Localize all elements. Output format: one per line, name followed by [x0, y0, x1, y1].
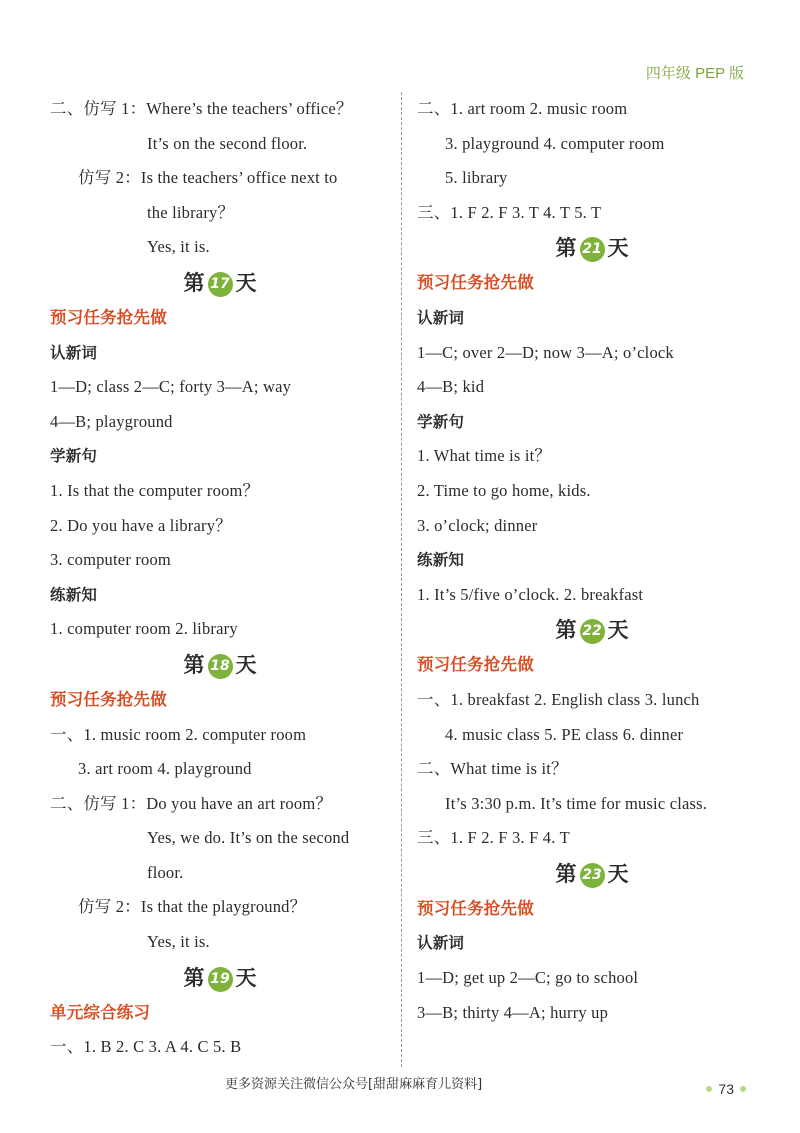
answer-line: 二、仿写 1：Do you have an art room？ — [50, 793, 333, 813]
answer-line: 3. o’clock; dinner — [417, 515, 538, 535]
day-prefix: 第 — [183, 270, 205, 295]
footer-note: 更多资源关注微信公众号[甜甜麻麻育儿资料] — [225, 1077, 483, 1092]
answer-line: floor. — [147, 862, 184, 882]
answer-line: 二、What time is it？ — [417, 759, 568, 779]
day-number-badge: 18 — [208, 654, 233, 679]
answer-line: 1—C; over 2—D; now 3—A; o’clock — [417, 342, 674, 362]
dot-icon — [740, 1086, 746, 1092]
day-number-badge: 17 — [208, 272, 233, 297]
answer-line: 2. Do you have a library？ — [50, 515, 232, 535]
answer-line: 1. It’s 5/five o’clock. 2. breakfast — [417, 584, 644, 604]
day-number-badge: 21 — [580, 237, 605, 262]
day-heading — [50, 265, 390, 301]
section-heading: 预习任务抢先做 — [417, 655, 534, 675]
day-number-badge: 22 — [580, 619, 605, 644]
answer-line: 4—B; kid — [417, 377, 485, 397]
day-heading — [417, 856, 767, 892]
subsection-heading: 学新句 — [50, 447, 98, 466]
answer-line: 3. computer room — [50, 550, 171, 570]
answer-line: 3. playground 4. computer room — [445, 133, 665, 153]
day-suffix: 天 — [235, 270, 257, 295]
subsection-heading: 练新知 — [50, 585, 98, 604]
subsection-heading: 练新知 — [417, 551, 465, 570]
day-prefix: 第 — [555, 618, 577, 643]
answer-line: 二、1. art room 2. music room — [417, 99, 628, 118]
grade-label: 四年级 PEP 版 — [645, 65, 744, 82]
day-suffix: 天 — [607, 618, 629, 643]
answer-line: It’s on the second floor. — [147, 133, 308, 153]
answer-line: 二、仿写 1：Where’s the teachers’ office？ — [50, 99, 353, 118]
answer-line: 一、1. B 2. C 3. A 4. C 5. B — [50, 1037, 242, 1057]
answer-line: 1—D; get up 2—C; go to school — [417, 968, 639, 988]
answer-line: 仿写 2：Is the teachers’ office next to — [78, 168, 338, 188]
answer-line: 1—D; class 2—C; forty 3—A; way — [50, 377, 292, 397]
day-suffix: 天 — [235, 652, 257, 677]
day-prefix: 第 — [555, 861, 577, 886]
day-prefix: 第 — [183, 965, 205, 990]
day-heading — [417, 612, 767, 648]
answer-line: 一、1. music room 2. computer room — [50, 724, 307, 744]
subsection-heading: 学新句 — [417, 412, 465, 431]
answer-line: It’s 3:30 p.m. It’s time for music class. — [445, 793, 708, 813]
day-heading — [50, 960, 390, 996]
day-suffix: 天 — [607, 236, 629, 261]
subsection-heading: 认新词 — [417, 934, 465, 953]
right-column — [417, 92, 767, 1030]
subsection-heading: 认新词 — [417, 308, 465, 327]
answer-line: 4—B; playground — [50, 411, 173, 431]
column-divider — [401, 92, 402, 1067]
dot-icon — [706, 1086, 712, 1092]
day-suffix: 天 — [235, 965, 257, 990]
answer-line: Yes, it is. — [147, 237, 210, 257]
section-heading: 预习任务抢先做 — [50, 307, 167, 327]
answer-line: the library？ — [147, 202, 235, 222]
section-heading: 预习任务抢先做 — [417, 273, 534, 293]
section-heading: 预习任务抢先做 — [50, 689, 167, 709]
answer-line: 1. What time is it？ — [417, 446, 552, 466]
day-suffix: 天 — [607, 861, 629, 886]
section-heading: 预习任务抢先做 — [417, 898, 534, 918]
page-number: 73 — [718, 1081, 734, 1097]
answer-line: Yes, we do. It’s on the second — [147, 828, 350, 848]
answer-line: 仿写 2：Is that the playground？ — [78, 897, 307, 917]
answer-line: 三、1. F 2. F 3. T 4. T 5. T — [417, 202, 602, 222]
subsection-heading: 认新词 — [50, 343, 98, 362]
answer-line: 1. computer room 2. library — [50, 619, 238, 639]
day-prefix: 第 — [555, 236, 577, 261]
day-number-badge: 23 — [580, 863, 605, 888]
answer-line: 一、1. breakfast 2. English class 3. lunch — [417, 689, 700, 709]
page-number-block — [700, 1081, 752, 1097]
day-prefix: 第 — [183, 652, 205, 677]
day-heading — [417, 230, 767, 266]
answer-line: 2. Time to go home, kids. — [417, 480, 591, 500]
day-number-badge: 19 — [208, 967, 233, 992]
section-heading: 单元综合练习 — [50, 1002, 151, 1022]
answer-line: 5. library — [445, 168, 508, 188]
answer-line: 3. art room 4. playground — [78, 759, 252, 779]
answer-line: Yes, it is. — [147, 932, 210, 952]
answer-line: 4. music class 5. PE class 6. dinner — [445, 724, 684, 744]
answer-line: 3—B; thirty 4—A; hurry up — [417, 1002, 609, 1022]
answer-line: 三、1. F 2. F 3. F 4. T — [417, 828, 570, 848]
day-heading — [50, 647, 390, 683]
left-column — [50, 92, 390, 1065]
answer-line: 1. Is that the computer room？ — [50, 480, 260, 500]
